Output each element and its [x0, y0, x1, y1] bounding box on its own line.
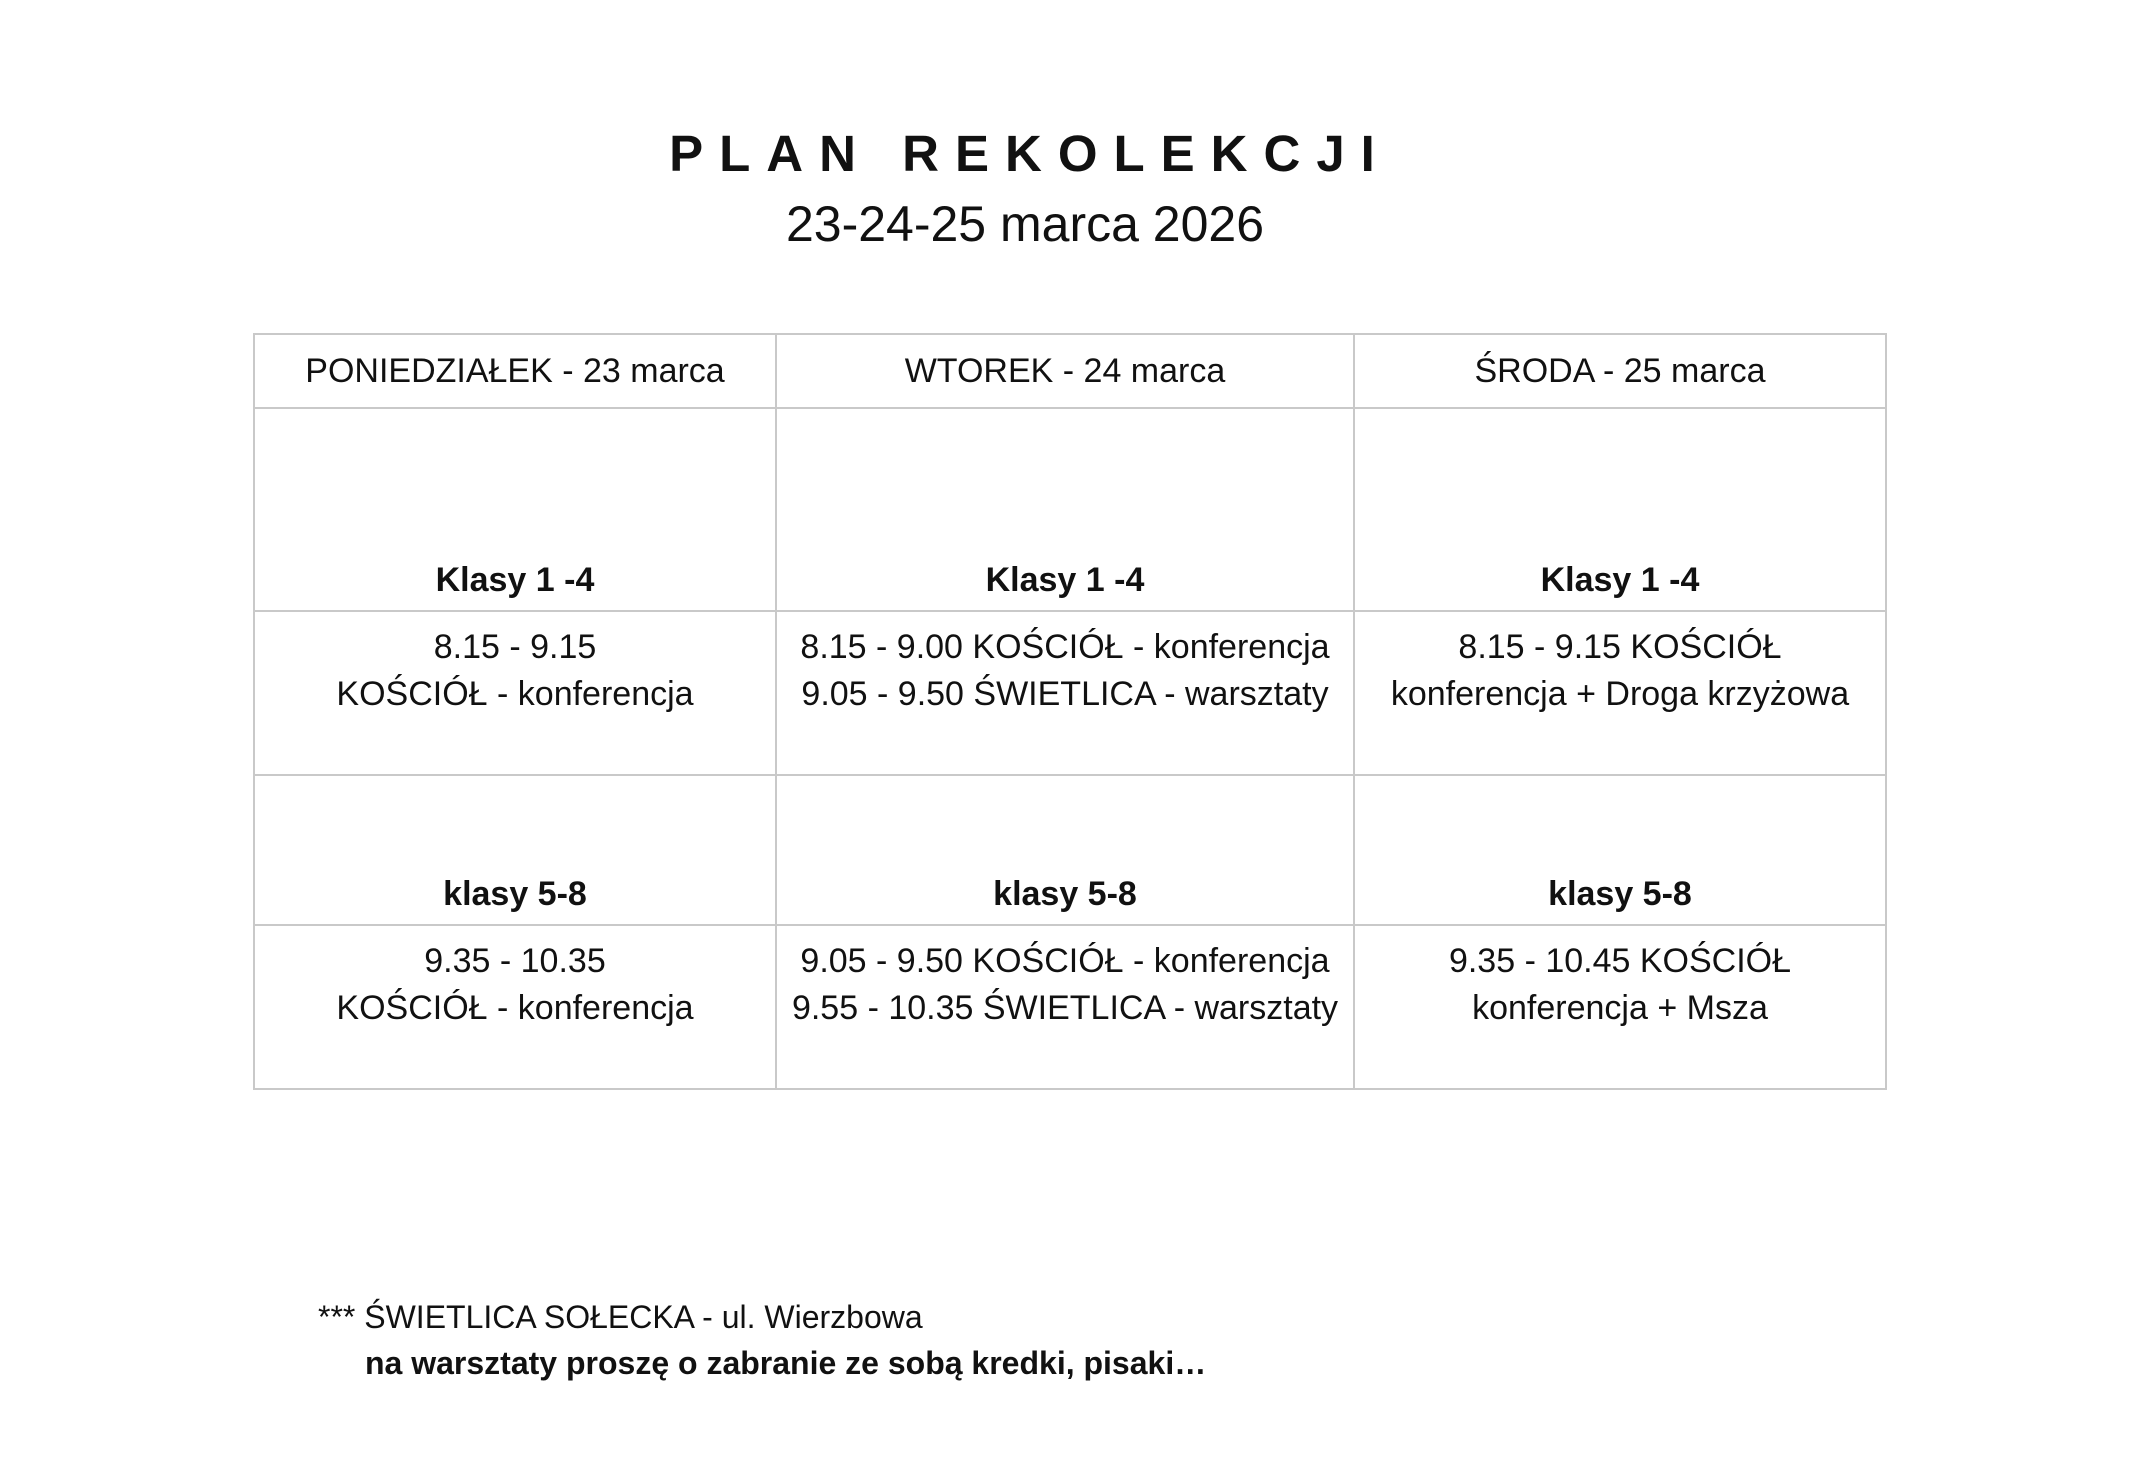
- schedule-line: KOŚCIÓŁ - konferencja: [336, 989, 694, 1027]
- schedule-cell: [254, 611, 776, 775]
- group-label: Klasy 1 -4: [254, 408, 776, 611]
- group-label-row: [254, 775, 1886, 925]
- group-label: klasy 5-8: [1354, 775, 1886, 925]
- schedule-cell: [776, 925, 1354, 1089]
- group-label: Klasy 1 -4: [776, 408, 1354, 611]
- day-header-monday: PONIEDZIAŁEK - 23 marca: [254, 334, 776, 408]
- schedule-line: 9.55 - 10.35 ŚWIETLICA - warsztaty: [791, 989, 1339, 1027]
- schedule-line: 8.15 - 9.15: [433, 628, 597, 666]
- schedule-cell: [1354, 925, 1886, 1089]
- schedule-line: KOŚCIÓŁ - konferencja: [336, 675, 694, 713]
- schedule-line: konferencja + Msza: [1472, 989, 1768, 1027]
- schedule-line: 9.05 - 9.50 KOŚCIÓŁ - konferencja: [800, 942, 1330, 980]
- schedule-line: 8.15 - 9.15 KOŚCIÓŁ: [1458, 628, 1782, 666]
- group-label-row: [254, 408, 1886, 611]
- schedule-table: [253, 333, 1887, 1090]
- page-subtitle-dates: 23-24-25 marca 2026: [785, 196, 1265, 252]
- schedule-line: 9.35 - 10.45 KOŚCIÓŁ: [1448, 942, 1792, 980]
- day-header-tuesday: WTOREK - 24 marca: [776, 334, 1354, 408]
- table-header-row: [254, 334, 1886, 408]
- schedule-line: 9.35 - 10.35: [424, 942, 606, 980]
- schedule-cell: [776, 611, 1354, 775]
- group-label: Klasy 1 -4: [1354, 408, 1886, 611]
- schedule-line: 9.05 - 9.50 ŚWIETLICA - warsztaty: [801, 675, 1329, 713]
- schedule-line: 8.15 - 9.00 KOŚCIÓŁ - konferencja: [800, 628, 1330, 666]
- page-title: PLAN REKOLEKCJI: [669, 125, 1391, 182]
- schedule-cell: [254, 925, 776, 1089]
- footer-note-bold: na warsztaty proszę o zabranie ze sobą kredki, pisaki…: [365, 1345, 1207, 1381]
- schedule-row: [254, 611, 1886, 775]
- schedule-cell: [1354, 611, 1886, 775]
- group-label: klasy 5-8: [776, 775, 1354, 925]
- footer-note: *** ŚWIETLICA SOŁECKA - ul. Wierzbowa: [318, 1299, 923, 1335]
- group-label: klasy 5-8: [254, 775, 776, 925]
- day-header-wednesday: ŚRODA - 25 marca: [1354, 334, 1886, 408]
- schedule-line: konferencja + Droga krzyżowa: [1390, 675, 1850, 713]
- schedule-row: [254, 925, 1886, 1089]
